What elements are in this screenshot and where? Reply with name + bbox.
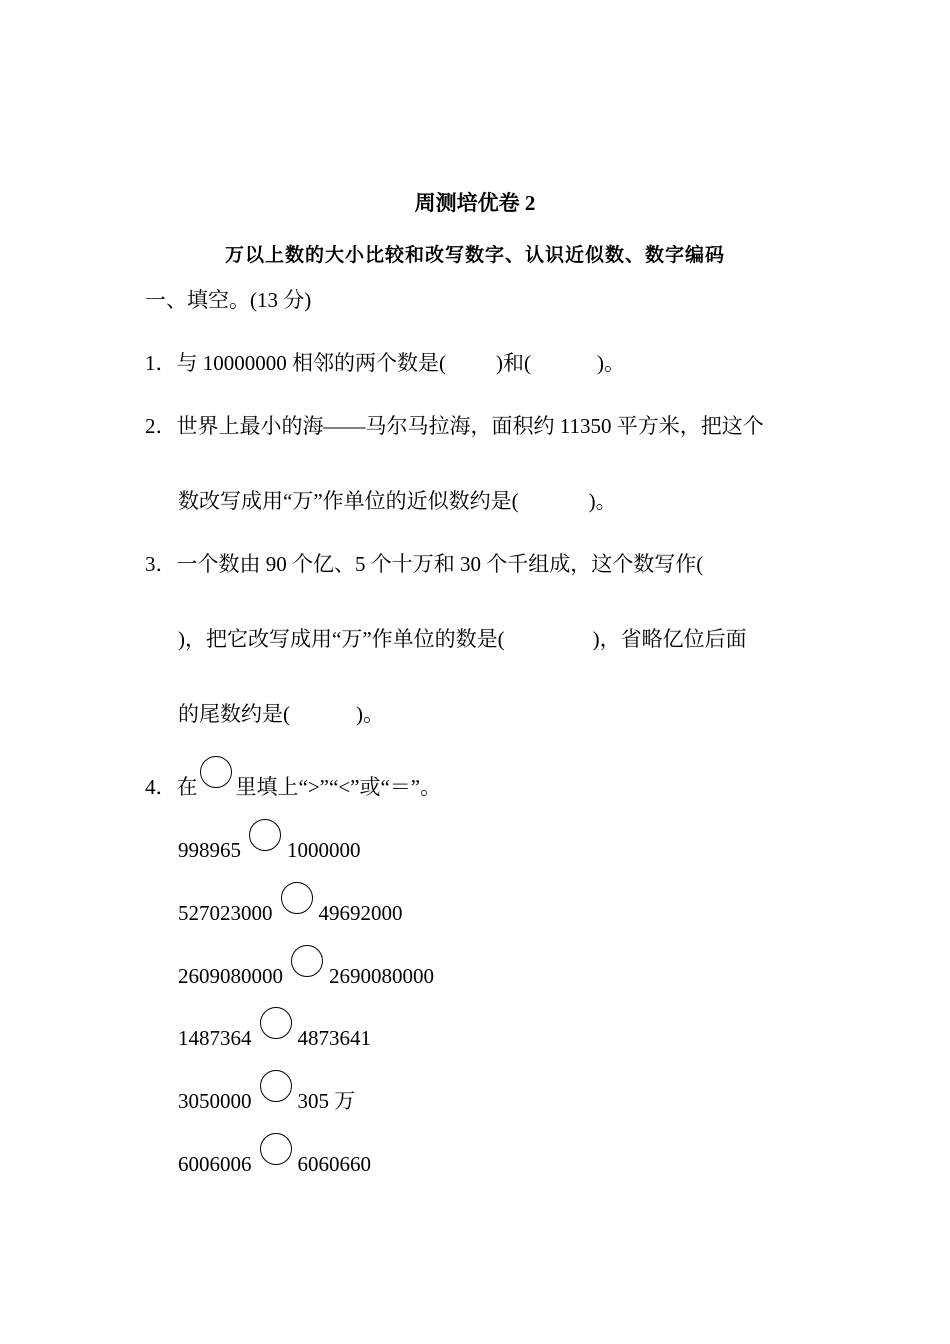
compare-circle[interactable] (260, 1133, 292, 1165)
question-3-line-2 (178, 626, 747, 652)
compare-row (178, 953, 434, 989)
question-2-line-2 (178, 488, 617, 514)
compare-left: 527023000 (178, 901, 273, 925)
q3-text-5: )。 (356, 702, 384, 726)
q4-text-2: 里填上“>”“<”或“＝”。 (235, 775, 442, 799)
q1-text-1: 与 10000000 相邻的两个数是( (176, 351, 446, 375)
compare-right: 1000000 (287, 838, 361, 862)
compare-left: 1487364 (178, 1026, 252, 1050)
q1-text-2: )和( (496, 351, 531, 375)
q2-text-3: )。 (588, 489, 617, 513)
q1-text-3: )。 (597, 351, 625, 375)
compare-left: 6006006 (178, 1152, 252, 1176)
compare-row (178, 1141, 371, 1177)
compare-right: 6060660 (297, 1152, 371, 1176)
compare-row (178, 827, 361, 863)
compare-circle[interactable] (281, 882, 313, 914)
page-subtitle: 万以上数的大小比较和改写数字、认识近似数、数字编码 (224, 245, 725, 266)
question-number: 4． (145, 775, 177, 799)
question-4 (145, 764, 441, 800)
compare-right: 49692000 (318, 901, 403, 925)
question-3 (145, 551, 703, 577)
question-number: 2． (145, 414, 177, 438)
compare-circle[interactable] (249, 819, 281, 851)
compare-left: 2609080000 (178, 964, 283, 988)
compare-right: 2690080000 (329, 964, 434, 988)
compare-right: 4873641 (297, 1026, 371, 1050)
question-3-line-3 (178, 701, 384, 727)
compare-left: 3050000 (178, 1089, 252, 1113)
q2-text-2: 数改写成用“万”作单位的近似数约是( (178, 489, 519, 513)
q3-text-4: 的尾数约是( (178, 702, 290, 726)
section-heading: 一、填空。(13 分) (145, 288, 312, 312)
compare-circle[interactable] (291, 945, 323, 977)
compare-row (178, 1078, 355, 1114)
question-number: 1． (145, 351, 177, 375)
page-title: 周测培优卷 2 (414, 191, 536, 215)
compare-circle[interactable] (260, 1070, 292, 1102)
question-1 (145, 350, 625, 376)
compare-right: 305 万 (297, 1089, 356, 1113)
compare-circle[interactable] (260, 1007, 292, 1039)
circle-icon (200, 756, 232, 788)
question-2 (145, 413, 764, 439)
q3-text-2: )，把它改写成用“万”作单位的数是( (178, 627, 505, 651)
compare-row (178, 1015, 371, 1051)
compare-row (178, 890, 403, 926)
q4-text-1: 在 (176, 775, 198, 799)
q2-text-1: 世界上最小的海——马尔马拉海，面积约 11350 平方米，把这个 (176, 414, 764, 438)
q3-text-3: )，省略亿位后面 (592, 627, 747, 651)
compare-left: 998965 (178, 838, 241, 862)
question-number: 3． (145, 552, 177, 576)
q3-text-1: 一个数由 90 个亿、5 个十万和 30 个千组成，这个数写作( (176, 552, 704, 576)
